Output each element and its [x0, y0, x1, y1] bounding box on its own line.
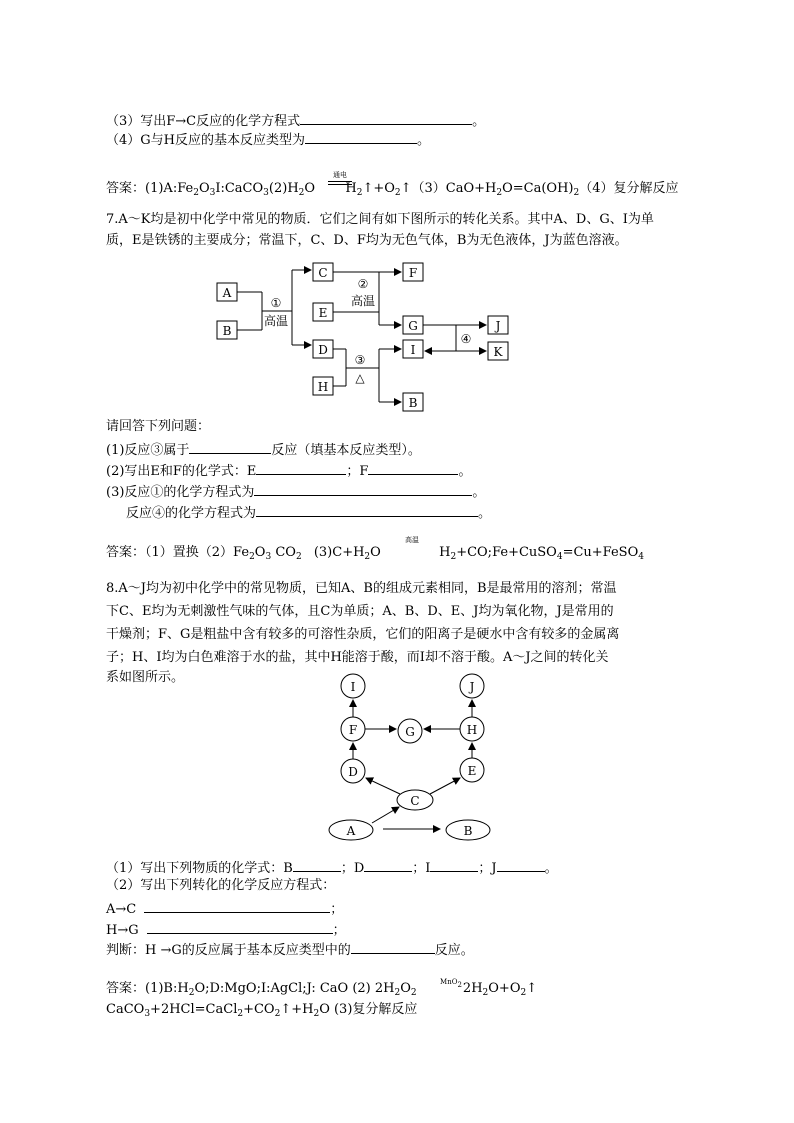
q7-reaction3-condition: △	[355, 371, 365, 385]
q7-prompt: 请回答下列问题：	[106, 419, 211, 434]
q6-electrolysis-condition: 通电	[328, 170, 352, 185]
q7-reaction4-label: ④	[460, 332, 472, 346]
q7-node-G: G	[408, 319, 418, 333]
q7-node-A: A	[222, 286, 232, 300]
q7-node-E: E	[318, 306, 328, 320]
q6-answer: 答案：$(1)A:Fe_2O_3I:CaCO_3(2)H_2O$ $H_2↑+O_2↑(3)CaO+H_2O=Ca(OH)_2(4)$复分解反应	[106, 181, 679, 198]
q8-part1: （1）写出下列物质的化学式：B ；D ；I ；J 。	[106, 857, 558, 878]
q7-node-F: F	[408, 266, 418, 280]
q7-reaction1-label: ①	[270, 296, 282, 310]
q8-stem-line3: 干燥剂；F、G是粗盐中含有较多的可溶性杂质，它们的阳离子是硬水中含有较多的金属离	[106, 627, 620, 642]
q8-stem-line2: 下C、E均为无刺激性气味的气体，且C为单质；A、B、D、E、J均为氧化物，J是常用的	[106, 604, 614, 619]
q8-node-G: G	[405, 725, 415, 739]
q8-stem-line4: 子；H、I均为白色难溶于水的盐，其中H能溶于酸，而I却不溶于酸。A～J之间的转化关	[106, 650, 609, 665]
q8-catalyst-condition: MnO$_2$	[440, 978, 462, 989]
q7-part4: 反应④的化学方程式为 。	[126, 502, 491, 523]
q8-part2: （2）写出下列转化的化学反应方程式：	[106, 878, 336, 893]
q8-node-D: D	[348, 765, 358, 779]
q7-stem-line2: 质，E是铁锈的主要成分；常温下，C、D、F均为无色气体，B为无色液体，J为蓝色溶液。	[106, 233, 628, 248]
q8-node-A: A	[346, 824, 356, 838]
q7-reaction2-label: ②	[357, 277, 369, 291]
q7-part2: (2)写出E和F的化学式：E ；F 。	[106, 460, 471, 481]
q8-part2-ac: A→C ；	[106, 898, 343, 919]
q7-stem-line1: 7.A～K均是初中化学中常见的物质．它们之间有如下图所示的转化关系。其中A、D、G、I为单	[106, 212, 654, 227]
q7-node-K: K	[493, 345, 503, 359]
q8-judge: 判断：H →G的反应属于基本反应类型中的 反应。	[106, 939, 474, 960]
q6-part4: （4）G与H反应的基本反应类型为 。	[106, 129, 430, 150]
q8-node-C: C	[410, 794, 420, 808]
q8-stem-line1: 8.A～J均为初中化学中的常见物质，已知A、B的组成元素相同，B是最常用的溶剂；常温	[106, 581, 617, 596]
q8-node-I: I	[350, 680, 356, 694]
q8-part2-hg: H→G ；	[106, 919, 346, 940]
q7-diagram	[210, 258, 520, 418]
q7-reaction2-condition: 高温	[350, 294, 376, 308]
q7-node-D: D	[318, 343, 328, 357]
q8-node-B: B	[463, 824, 473, 838]
q7-reaction1-condition: 高温	[263, 314, 289, 328]
q7-node-I: I	[410, 343, 416, 357]
q7-node-J: J	[495, 319, 501, 333]
q8-node-E: E	[467, 764, 477, 778]
q7-answer: 答案：（1）置换$(2)Fe_2O_3$ $CO_2$ $(3)C+H_2O$ $H_2+CO;Fe+CuSO_4=Cu+FeSO_4$	[106, 545, 644, 562]
q8-node-J: J	[469, 680, 475, 694]
q8-node-F: F	[348, 723, 358, 737]
q7-part3: (3)反应①的化学方程式为 。	[106, 481, 485, 502]
q8-answer-line1: 答案：$(1)B:H_2O;D:MgO;I:AgCl;J$: CaO (2) $2H_2O_2$ $2H_2O+O_2↑$	[106, 981, 538, 998]
q8-answer-line2: $CaCO_3+2HCl=CaCl_2+CO_2↑+H_2O$ (3)复分解反应	[106, 1002, 418, 1019]
q7-reaction3-label: ③	[354, 353, 366, 367]
q7-node-C: C	[318, 266, 328, 280]
q7-node-H: H	[317, 380, 329, 394]
q7-node-B2: B	[408, 396, 418, 410]
q7-node-B: B	[222, 324, 232, 338]
q8-node-H: H	[466, 723, 478, 737]
q8-diagram	[325, 668, 510, 843]
q8-stem-line5: 系如图所示。	[106, 670, 185, 685]
q6-part3: （3）写出F→C反应的化学方程式 。	[106, 110, 485, 131]
q7-part1: (1)反应③属于 反应（填基本反应类型）。	[106, 439, 421, 460]
q7-high-temp-condition: 高温	[405, 536, 419, 544]
